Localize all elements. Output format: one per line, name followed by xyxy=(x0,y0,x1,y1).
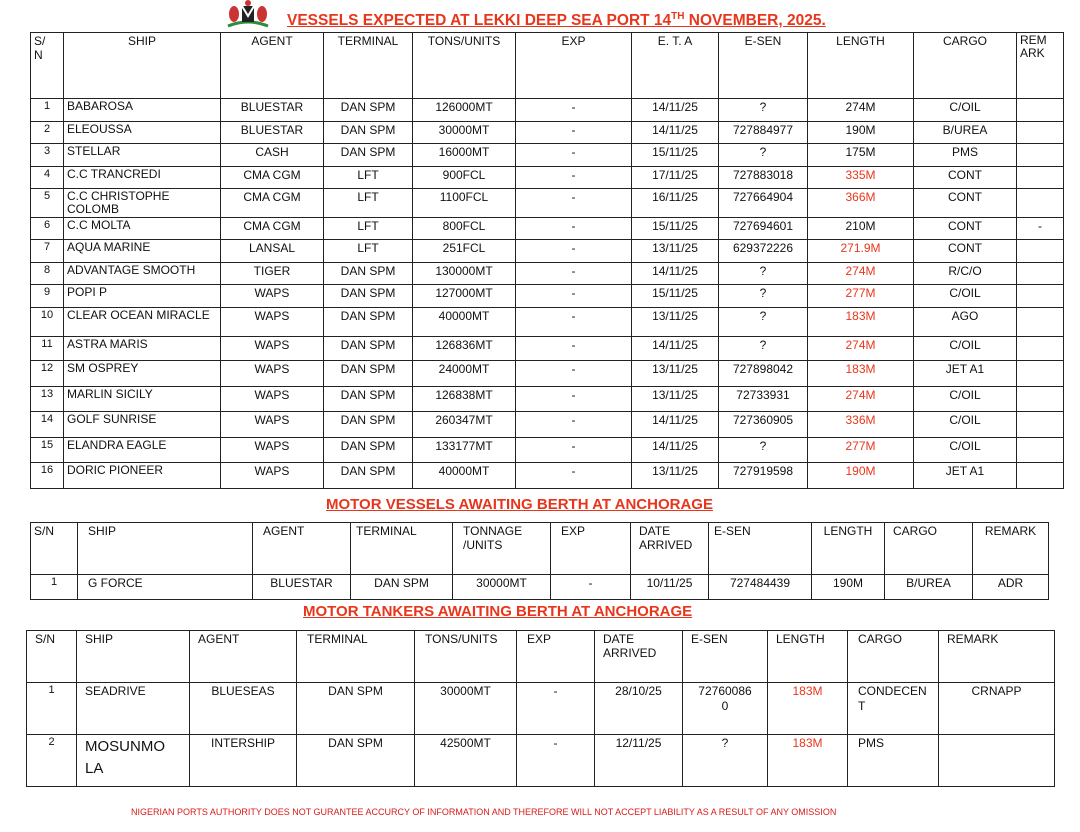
header-length: LENGTH xyxy=(812,523,885,575)
cell-remark xyxy=(1017,167,1064,189)
cell-terminal: DAN SPM xyxy=(297,735,415,787)
header-agent: AGENT xyxy=(253,523,351,575)
cell-sn: 1 xyxy=(31,99,64,122)
cell-eta: 13/11/25 xyxy=(632,308,719,337)
cell-exp: - xyxy=(516,263,632,285)
cell-tons: 1100FCL xyxy=(413,189,516,218)
cell-remark: ADR xyxy=(973,575,1049,600)
cell-length: 274M xyxy=(808,387,914,412)
cell-length: 366M xyxy=(808,189,914,218)
cell-length: 190M xyxy=(812,575,885,600)
cell-remark: - xyxy=(1017,218,1064,240)
cell-length: 274M xyxy=(808,99,914,122)
cell-ship: BABAROSA xyxy=(64,99,221,122)
cell-remark xyxy=(939,735,1055,787)
cell-agent: BLUESTAR xyxy=(221,99,324,122)
cell-terminal: LFT xyxy=(324,240,413,263)
cell-exp: - xyxy=(516,144,632,167)
cell-exp: - xyxy=(516,387,632,412)
cell-eta: 14/11/25 xyxy=(632,438,719,463)
cell-length: 190M xyxy=(808,122,914,144)
header-sn: S/N xyxy=(31,33,64,99)
cell-exp: - xyxy=(516,240,632,263)
cell-esen: ? xyxy=(719,438,808,463)
cell-esen: 72760086 0 xyxy=(683,683,768,735)
cell-tons: 24000MT xyxy=(413,361,516,387)
cell-ship: GOLF SUNRISE xyxy=(64,412,221,438)
cell-sn: 1 xyxy=(31,575,78,600)
cell-ship: MARLIN SICILY xyxy=(64,387,221,412)
table-row xyxy=(31,337,1064,361)
cell-esen: 727898042 xyxy=(719,361,808,387)
cell-agent: WAPS xyxy=(221,412,324,438)
cell-agent: TIGER xyxy=(221,263,324,285)
cell-cargo: B/UREA xyxy=(914,122,1017,144)
cell-tons: 126836MT xyxy=(413,337,516,361)
cell-terminal: DAN SPM xyxy=(351,575,453,600)
header-cargo: CARGO xyxy=(848,631,939,683)
cell-sn: 5 xyxy=(31,189,64,218)
cell-length: 335M xyxy=(808,167,914,189)
cell-cargo: PMS xyxy=(914,144,1017,167)
header-cargo: CARGO xyxy=(885,523,973,575)
header-tons: TONS/UNITS xyxy=(413,33,516,99)
cell-remark xyxy=(1017,144,1064,167)
cell-agent: CMA CGM xyxy=(221,218,324,240)
table-row xyxy=(31,308,1064,337)
cell-cargo: B/UREA xyxy=(885,575,973,600)
cell-sn: 13 xyxy=(31,387,64,412)
cell-remark xyxy=(1017,240,1064,263)
cell-exp: - xyxy=(516,99,632,122)
header-length: LENGTH xyxy=(768,631,848,683)
cell-tons: 42500MT xyxy=(415,735,517,787)
cell-length: 274M xyxy=(808,263,914,285)
cell-esen: 727883018 xyxy=(719,167,808,189)
cell-agent: WAPS xyxy=(221,308,324,337)
table-row xyxy=(31,189,1064,218)
header-remark: REMARK xyxy=(939,631,1055,683)
cell-tons: 251FCL xyxy=(413,240,516,263)
header-terminal: TERMINAL xyxy=(297,631,415,683)
cell-eta: 14/11/25 xyxy=(632,263,719,285)
cell-cargo: CONDECEN T xyxy=(848,683,939,735)
cell-exp: - xyxy=(516,308,632,337)
cell-cargo: C/OIL xyxy=(914,337,1017,361)
cell-terminal: DAN SPM xyxy=(324,361,413,387)
cell-exp: - xyxy=(516,122,632,144)
table-row xyxy=(31,438,1064,463)
cell-sn: 9 xyxy=(31,285,64,308)
cell-terminal: DAN SPM xyxy=(324,387,413,412)
table-row xyxy=(31,575,1049,600)
header-agent: AGENT xyxy=(221,33,324,99)
tankers-anchorage-table xyxy=(26,630,1055,787)
cell-cargo: C/OIL xyxy=(914,412,1017,438)
cell-agent: BLUESTAR xyxy=(253,575,351,600)
cell-length: 277M xyxy=(808,438,914,463)
cell-agent: CMA CGM xyxy=(221,189,324,218)
cell-agent: LANSAL xyxy=(221,240,324,263)
cell-esen: 727664904 xyxy=(719,189,808,218)
cell-tons: 30000MT xyxy=(453,575,551,600)
table-header-row xyxy=(31,33,1064,99)
table-row xyxy=(31,122,1064,144)
cell-remark xyxy=(1017,99,1064,122)
cell-terminal: LFT xyxy=(324,218,413,240)
cell-ship: SM OSPREY xyxy=(64,361,221,387)
cell-eta: 13/11/25 xyxy=(632,361,719,387)
table-header-row xyxy=(31,523,1049,575)
cell-tons: 260347MT xyxy=(413,412,516,438)
cell-sn: 8 xyxy=(31,263,64,285)
cell-esen: ? xyxy=(683,735,768,787)
header-length: LENGTH xyxy=(808,33,914,99)
cell-sn: 11 xyxy=(31,337,64,361)
header-esen: E-SEN xyxy=(709,523,812,575)
vessels-anchorage-table xyxy=(30,522,1049,600)
vessels-expected-table xyxy=(30,32,1064,489)
cell-remark xyxy=(1017,412,1064,438)
cell-terminal: DAN SPM xyxy=(324,463,413,489)
cell-length: 190M xyxy=(808,463,914,489)
cell-terminal: DAN SPM xyxy=(324,122,413,144)
cell-sn: 1 xyxy=(27,683,77,735)
cell-cargo: AGO xyxy=(914,308,1017,337)
cell-ship: ELEOUSSA xyxy=(64,122,221,144)
cell-ship: SEADRIVE xyxy=(77,683,190,735)
cell-agent: CASH xyxy=(221,144,324,167)
cell-eta: 14/11/25 xyxy=(632,99,719,122)
header-ship: SHIP xyxy=(64,33,221,99)
header-eta: E. T. A xyxy=(632,33,719,99)
cell-agent: CMA CGM xyxy=(221,167,324,189)
table-row xyxy=(31,412,1064,438)
cell-exp: - xyxy=(516,438,632,463)
cell-esen: ? xyxy=(719,308,808,337)
cell-sn: 15 xyxy=(31,438,64,463)
cell-length: 175M xyxy=(808,144,914,167)
cell-ship: AQUA MARINE xyxy=(64,240,221,263)
cell-terminal: DAN SPM xyxy=(324,412,413,438)
cell-eta: 14/11/25 xyxy=(632,412,719,438)
cell-length: 183M xyxy=(768,735,848,787)
cell-exp: - xyxy=(516,361,632,387)
cell-sn: 10 xyxy=(31,308,64,337)
cell-remark xyxy=(1017,361,1064,387)
cell-agent: WAPS xyxy=(221,285,324,308)
cell-eta: 15/11/25 xyxy=(632,144,719,167)
cell-ship: C.C CHRISTOPHE COLOMB xyxy=(64,189,221,218)
cell-cargo: C/OIL xyxy=(914,387,1017,412)
cell-length: 183M xyxy=(808,361,914,387)
cell-esen: 727884977 xyxy=(719,122,808,144)
page-title: VESSELS EXPECTED AT LEKKI DEEP SEA PORT 14TH NOVEMBER, 2025. xyxy=(287,11,826,30)
cell-esen: 72733931 xyxy=(719,387,808,412)
cell-exp: - xyxy=(551,575,631,600)
cell-remark xyxy=(1017,337,1064,361)
cell-terminal: LFT xyxy=(324,189,413,218)
cell-tons: 16000MT xyxy=(413,144,516,167)
cell-esen: 727360905 xyxy=(719,412,808,438)
cell-tons: 800FCL xyxy=(413,218,516,240)
header-remark: REMARK xyxy=(1017,33,1064,99)
cell-length: 277M xyxy=(808,285,914,308)
cell-esen: 727484439 xyxy=(709,575,812,600)
cell-ship: DORIC PIONEER xyxy=(64,463,221,489)
cell-remark xyxy=(1017,438,1064,463)
table-row xyxy=(31,240,1064,263)
cell-sn: 14 xyxy=(31,412,64,438)
cell-tons: 126838MT xyxy=(413,387,516,412)
tankers-anchorage-title: MOTOR TANKERS AWAITING BERTH AT ANCHORAGE xyxy=(303,603,693,620)
cell-length: 271.9M xyxy=(808,240,914,263)
header-exp: EXP xyxy=(517,631,595,683)
cell-remark xyxy=(1017,463,1064,489)
cell-ship: POPI P xyxy=(64,285,221,308)
cell-exp: - xyxy=(516,337,632,361)
table-row xyxy=(31,167,1064,189)
cell-sn: 2 xyxy=(31,122,64,144)
cell-esen: ? xyxy=(719,337,808,361)
cell-date-arrived: 12/11/25 xyxy=(595,735,683,787)
header-terminal: TERMINAL xyxy=(324,33,413,99)
cell-terminal: DAN SPM xyxy=(324,285,413,308)
cell-tons: 30000MT xyxy=(415,683,517,735)
cell-tons: 130000MT xyxy=(413,263,516,285)
cell-cargo: CONT xyxy=(914,167,1017,189)
header-exp: EXP xyxy=(551,523,631,575)
cell-terminal: DAN SPM xyxy=(324,99,413,122)
cell-ship: CLEAR OCEAN MIRACLE xyxy=(64,308,221,337)
header-date-arrived: DATE ARRIVED xyxy=(631,523,709,575)
cell-agent: BLUESEAS xyxy=(190,683,297,735)
table-row xyxy=(31,285,1064,308)
cell-remark xyxy=(1017,285,1064,308)
header-sn: S/N xyxy=(27,631,77,683)
cell-sn: 3 xyxy=(31,144,64,167)
cell-ship: MOSUNMO LA xyxy=(77,735,190,787)
cell-length: 274M xyxy=(808,337,914,361)
cell-exp: - xyxy=(516,218,632,240)
cell-sn: 4 xyxy=(31,167,64,189)
cell-exp: - xyxy=(516,412,632,438)
cell-length: 183M xyxy=(808,308,914,337)
cell-terminal: DAN SPM xyxy=(324,438,413,463)
cell-esen: ? xyxy=(719,144,808,167)
cell-agent: WAPS xyxy=(221,361,324,387)
cell-eta: 15/11/25 xyxy=(632,218,719,240)
cell-tons: 127000MT xyxy=(413,285,516,308)
cell-tons: 40000MT xyxy=(413,308,516,337)
header-esen: E-SEN xyxy=(683,631,768,683)
cell-sn: 7 xyxy=(31,240,64,263)
cell-eta: 14/11/25 xyxy=(632,122,719,144)
header-date-arrived: DATE ARRIVED xyxy=(595,631,683,683)
cell-eta: 17/11/25 xyxy=(632,167,719,189)
cell-esen: 727919598 xyxy=(719,463,808,489)
cell-agent: INTERSHIP xyxy=(190,735,297,787)
header-exp: EXP xyxy=(516,33,632,99)
cell-cargo: PMS xyxy=(848,735,939,787)
cell-cargo: C/OIL xyxy=(914,285,1017,308)
table-row xyxy=(31,263,1064,285)
table-row xyxy=(31,387,1064,412)
cell-tons: 126000MT xyxy=(413,99,516,122)
cell-exp: - xyxy=(516,463,632,489)
cell-eta: 13/11/25 xyxy=(632,463,719,489)
cell-date-arrived: 10/11/25 xyxy=(631,575,709,600)
cell-cargo: JET A1 xyxy=(914,361,1017,387)
cell-esen: 629372226 xyxy=(719,240,808,263)
cell-cargo: CONT xyxy=(914,240,1017,263)
header-tons: TONS/UNITS xyxy=(415,631,517,683)
cell-agent: WAPS xyxy=(221,438,324,463)
cell-esen: 727694601 xyxy=(719,218,808,240)
title-superscript: TH xyxy=(671,11,685,22)
coat-of-arms-logo-icon xyxy=(222,0,274,28)
cell-ship: ASTRA MARIS xyxy=(64,337,221,361)
cell-terminal: LFT xyxy=(324,167,413,189)
cell-eta: 14/11/25 xyxy=(632,337,719,361)
cell-tons: 30000MT xyxy=(413,122,516,144)
cell-exp: - xyxy=(516,189,632,218)
header-remark: REMARK xyxy=(973,523,1049,575)
cell-remark xyxy=(1017,387,1064,412)
cell-remark xyxy=(1017,263,1064,285)
cell-sn: 12 xyxy=(31,361,64,387)
cell-eta: 16/11/25 xyxy=(632,189,719,218)
cell-cargo: JET A1 xyxy=(914,463,1017,489)
cell-cargo: CONT xyxy=(914,189,1017,218)
table-row xyxy=(31,218,1064,240)
header-tonnage: TONNAGE /UNITS xyxy=(453,523,551,575)
cell-length: 183M xyxy=(768,683,848,735)
cell-cargo: C/OIL xyxy=(914,438,1017,463)
cell-terminal: DAN SPM xyxy=(324,144,413,167)
cell-ship: STELLAR xyxy=(64,144,221,167)
header-terminal: TERMINAL xyxy=(351,523,453,575)
cell-terminal: DAN SPM xyxy=(324,263,413,285)
cell-ship: C.C TRANCREDI xyxy=(64,167,221,189)
cell-exp: - xyxy=(517,683,595,735)
table-header-row xyxy=(27,631,1055,683)
cell-esen: ? xyxy=(719,263,808,285)
table-row xyxy=(31,463,1064,489)
cell-terminal: DAN SPM xyxy=(324,337,413,361)
cell-tons: 900FCL xyxy=(413,167,516,189)
cell-remark xyxy=(1017,189,1064,218)
cell-esen: ? xyxy=(719,285,808,308)
header-cargo: CARGO xyxy=(914,33,1017,99)
cell-date-arrived: 28/10/25 xyxy=(595,683,683,735)
cell-esen: ? xyxy=(719,99,808,122)
cell-ship: ADVANTAGE SMOOTH xyxy=(64,263,221,285)
cell-terminal: DAN SPM xyxy=(324,308,413,337)
cell-tons: 133177MT xyxy=(413,438,516,463)
cell-length: 336M xyxy=(808,412,914,438)
cell-exp: - xyxy=(517,735,595,787)
cell-tons: 40000MT xyxy=(413,463,516,489)
cell-terminal: DAN SPM xyxy=(297,683,415,735)
header-ship: SHIP xyxy=(77,631,190,683)
header-sn: S/N xyxy=(31,523,78,575)
cell-remark: CRNAPP xyxy=(939,683,1055,735)
cell-cargo: R/C/O xyxy=(914,263,1017,285)
cell-remark xyxy=(1017,308,1064,337)
header-esen: E-SEN xyxy=(719,33,808,99)
header-agent: AGENT xyxy=(190,631,297,683)
table-row xyxy=(27,683,1055,735)
cell-sn: 16 xyxy=(31,463,64,489)
cell-exp: - xyxy=(516,167,632,189)
header-ship: SHIP xyxy=(78,523,253,575)
table-row xyxy=(27,735,1055,787)
cell-length: 210M xyxy=(808,218,914,240)
cell-exp: - xyxy=(516,285,632,308)
cell-agent: BLUESTAR xyxy=(221,122,324,144)
table-row xyxy=(31,99,1064,122)
cell-remark xyxy=(1017,122,1064,144)
cell-ship: G FORCE xyxy=(78,575,253,600)
cell-sn: 2 xyxy=(27,735,77,787)
cell-eta: 13/11/25 xyxy=(632,387,719,412)
cell-eta: 15/11/25 xyxy=(632,285,719,308)
table-row xyxy=(31,144,1064,167)
cell-sn: 6 xyxy=(31,218,64,240)
cell-ship: ELANDRA EAGLE xyxy=(64,438,221,463)
disclaimer-footer: NIGERIAN PORTS AUTHORITY DOES NOT GURANTEE ACCURCY OF INFORMATION AND THEREFORE WILL NOT ACCEPT LIABILITY AS A RESULT OF ANY OMISSION xyxy=(131,807,837,817)
vessels-anchorage-title: MOTOR VESSELS AWAITING BERTH AT ANCHORAGE xyxy=(326,496,713,513)
cell-agent: WAPS xyxy=(221,337,324,361)
cell-agent: WAPS xyxy=(221,387,324,412)
table-row xyxy=(31,361,1064,387)
cell-cargo: CONT xyxy=(914,218,1017,240)
cell-agent: WAPS xyxy=(221,463,324,489)
cell-eta: 13/11/25 xyxy=(632,240,719,263)
cell-ship: C.C MOLTA xyxy=(64,218,221,240)
cell-cargo: C/OIL xyxy=(914,99,1017,122)
